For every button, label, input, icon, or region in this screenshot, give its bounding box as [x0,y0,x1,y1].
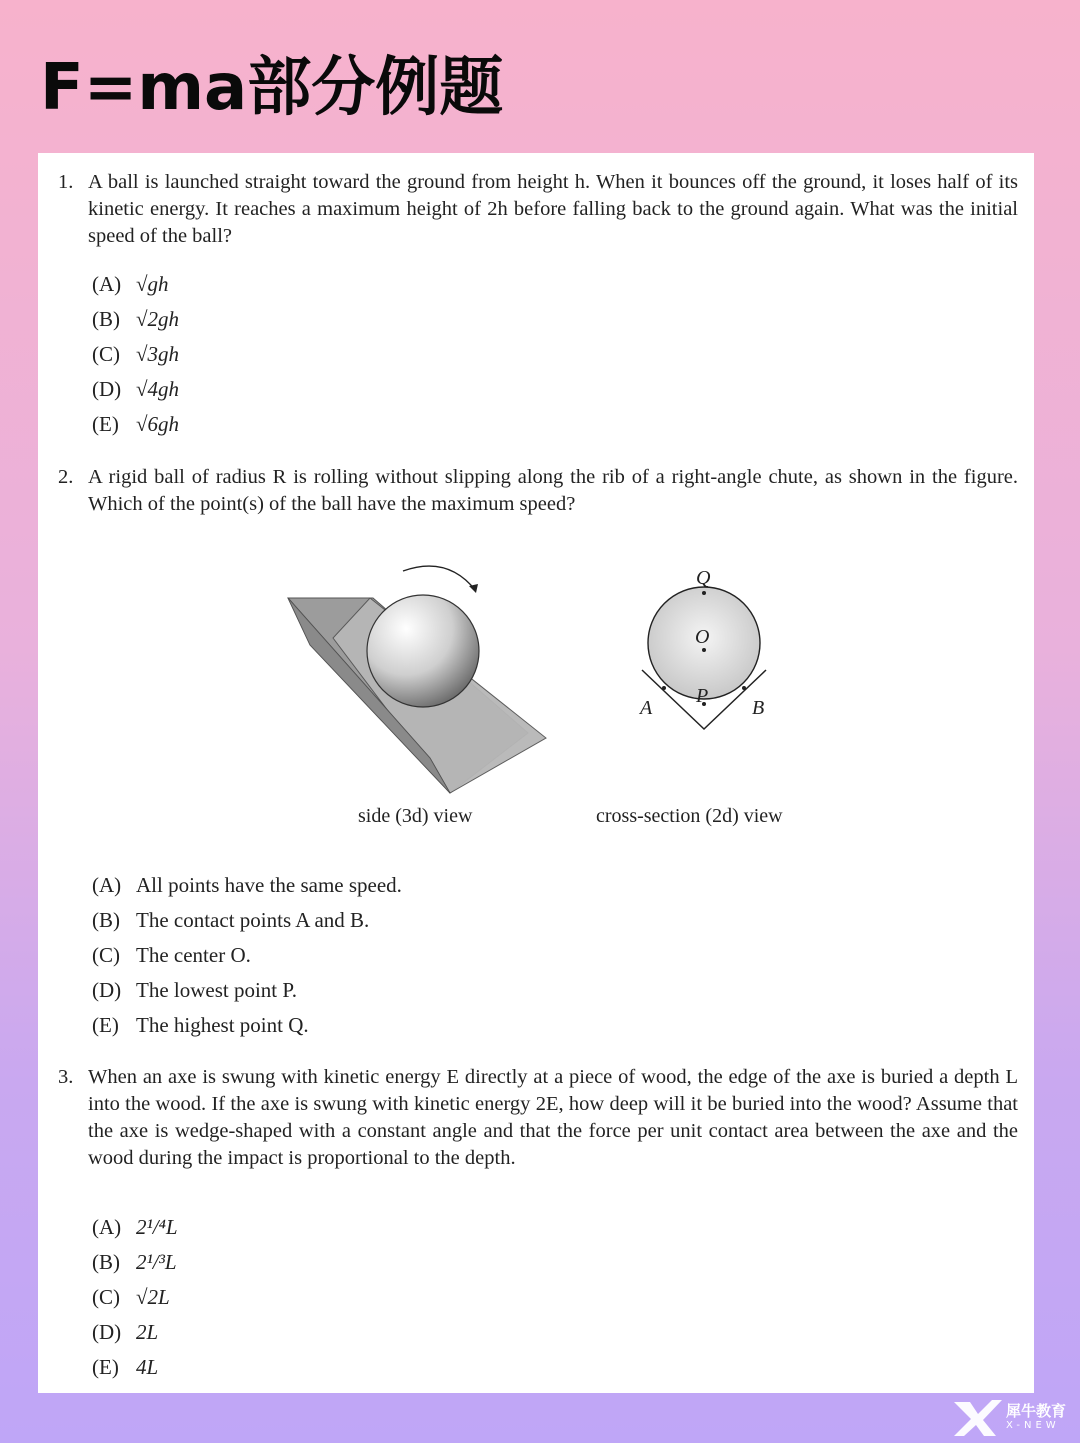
chute-cross-section-figure [628,558,778,738]
question-3-stem: 3. When an axe is swung with kinetic energy E directly at a piece of wood, the edge of the axe is buried a depth L into the wood. If the axe is swung with kinetic energy 2E, how deep will it be buried into the wood? Assume that the axe is wedge-shaped with a constant angle and that the force per unit contact area between the axe and the wood during the impact is proportional to the depth. [58,1066,1018,1169]
option-item[interactable]: (D) The lowest point P. [92,978,297,1002]
option-item[interactable]: (B) √2gh [92,307,180,331]
option-item[interactable]: (E) √6gh [92,412,180,436]
side-view-caption: side (3d) view [358,805,473,827]
option-item[interactable]: (D) √4gh [92,377,180,401]
label-a: A [640,697,653,719]
option-item[interactable]: (B) The contact points A and B. [92,908,370,932]
point-q-dot [702,591,706,595]
question-1-number: 1. [58,171,74,193]
option-item[interactable]: (E) The highest point Q. [92,1013,309,1037]
label-p: P [696,685,709,707]
option-item[interactable]: (A) 2¹/⁴L [92,1215,178,1239]
brand-sub: X-NEW [1006,1420,1060,1431]
label-q: Q [696,567,711,589]
page-title: F=ma部分例题 [40,51,504,125]
option-item[interactable]: (A) All points have the same speed. [92,873,402,897]
brand-name: 犀牛教育 [1006,1402,1067,1420]
ball [367,595,479,707]
question-2-number: 2. [58,466,74,488]
question-3-number: 3. [58,1066,74,1088]
option-item[interactable]: (C) The center O. [92,943,251,967]
option-item[interactable]: (C) √2L [92,1285,170,1309]
question-2-options [92,870,402,1045]
question-1-stem: 1. A ball is launched straight toward the ground from height h. When it bounces off the ground, it loses half of its kinetic energy. It reaches a maximum height of 2h before falling back to the ground again. What was the initial speed of the ball? [58,171,1018,247]
question-3-options [92,1212,178,1387]
point-a-dot [662,686,666,690]
rotation-arrow [403,566,476,591]
brand-watermark [952,1398,1074,1440]
label-o: O [695,626,710,648]
point-o-dot [702,648,706,652]
cross-section-caption: cross-section (2d) view [596,805,783,827]
option-item[interactable]: (C) √3gh [92,342,180,366]
chute-side-view-figure [278,553,558,803]
option-item[interactable]: (B) 2¹/³L [92,1250,177,1274]
label-b: B [752,697,765,719]
option-item[interactable]: (E) 4L [92,1355,159,1379]
option-item[interactable]: (A) √gh [92,272,169,296]
question-1-options [92,269,179,444]
rhino-x-logo-icon [952,1398,1004,1438]
option-item[interactable]: (D) 2L [92,1320,159,1344]
point-b-dot [742,686,746,690]
question-2-stem: 2. A rigid ball of radius R is rolling without slipping along the rib of a right-angle chute, as shown in the figure. Which of the point(s) of the ball have the maximum speed? [58,466,1018,515]
exam-paper [38,153,1034,1393]
